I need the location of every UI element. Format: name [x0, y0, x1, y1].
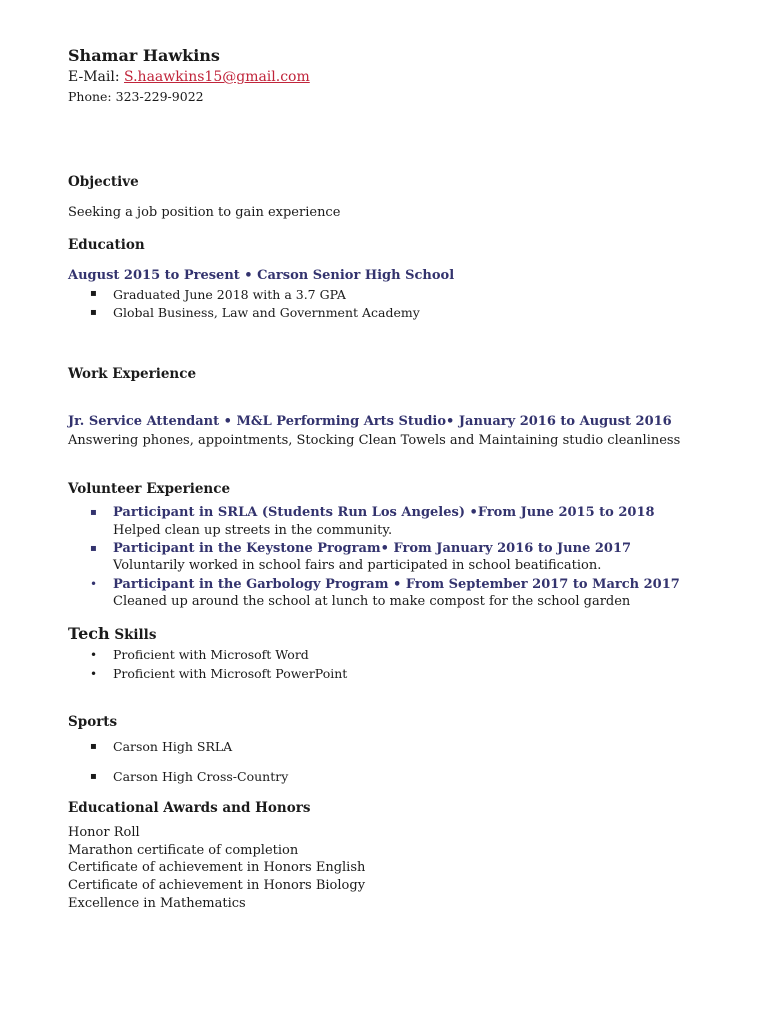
work-heading: Work Experience — [68, 366, 197, 382]
email-link[interactable]: S.haawkins15@gmail.com — [124, 69, 310, 85]
education-heading: Education — [68, 237, 145, 253]
volunteer-title: Participant in the Keystone Program• From January 2016 to June 2017 — [113, 541, 632, 556]
award-item: Certificate of achievement in Honors English — [68, 860, 366, 875]
objective-heading: Objective — [68, 174, 139, 190]
award-item: Certificate of achievement in Honors Biology — [68, 878, 366, 893]
skills-heading — [68, 624, 156, 643]
education-bullet: Global Business, Law and Government Academy — [113, 305, 420, 320]
awards-heading: Educational Awards and Honors — [68, 800, 311, 816]
education-bullet: Graduated June 2018 with a 3.7 GPA — [113, 287, 346, 302]
email-label: E-Mail: — [68, 69, 125, 85]
sports-item: Carson High SRLA — [113, 739, 233, 754]
bullet-icon: ▪ — [90, 543, 97, 554]
candidate-name: Shamar Hawkins — [68, 46, 220, 65]
award-item: Marathon certificate of completion — [68, 843, 299, 858]
volunteer-title: Participant in SRLA (Students Run Los Angeles) •From June 2015 to 2018 — [113, 505, 655, 520]
email-line — [68, 69, 310, 85]
volunteer-title: Participant in the Garbology Program • From September 2017 to March 2017 — [113, 577, 680, 592]
bullet-icon: • — [90, 577, 98, 591]
bullet-icon: • — [90, 667, 98, 681]
award-item: Honor Roll — [68, 825, 140, 840]
award-item: Excellence in Mathematics — [68, 896, 246, 911]
sports-heading: Sports — [68, 714, 118, 730]
volunteer-description: Helped clean up streets in the community. — [113, 523, 393, 538]
volunteer-heading: Volunteer Experience — [68, 481, 231, 497]
education-entry: August 2015 to Present • Carson Senior High School — [68, 268, 455, 283]
bullet-icon: ▪ — [90, 741, 97, 752]
skill-item: Proficient with Microsoft Word — [113, 647, 309, 662]
volunteer-description: Cleaned up around the school at lunch to make compost for the school garden — [113, 594, 631, 609]
objective-text: Seeking a job position to gain experience — [68, 205, 341, 220]
skills-heading-small: Skills — [109, 627, 157, 643]
bullet-icon: ▪ — [90, 771, 97, 782]
bullet-icon: ▪ — [90, 307, 97, 318]
phone-number: Phone: 323-229-9022 — [68, 89, 204, 104]
bullet-icon: • — [90, 648, 98, 662]
skill-item: Proficient with Microsoft PowerPoint — [113, 666, 348, 681]
work-title: Jr. Service Attendant • M&L Performing Arts Studio• January 2016 to August 2016 — [68, 414, 672, 429]
sports-item: Carson High Cross-Country — [113, 769, 289, 784]
volunteer-description: Voluntarily worked in school fairs and participated in school beatification. — [113, 558, 602, 573]
work-description: Answering phones, appointments, Stocking Clean Towels and Maintaining studio cleanliness — [68, 433, 681, 448]
bullet-icon: ▪ — [90, 288, 97, 299]
bullet-icon: ▪ — [90, 507, 97, 518]
skills-heading-big: Tech — [68, 624, 110, 643]
